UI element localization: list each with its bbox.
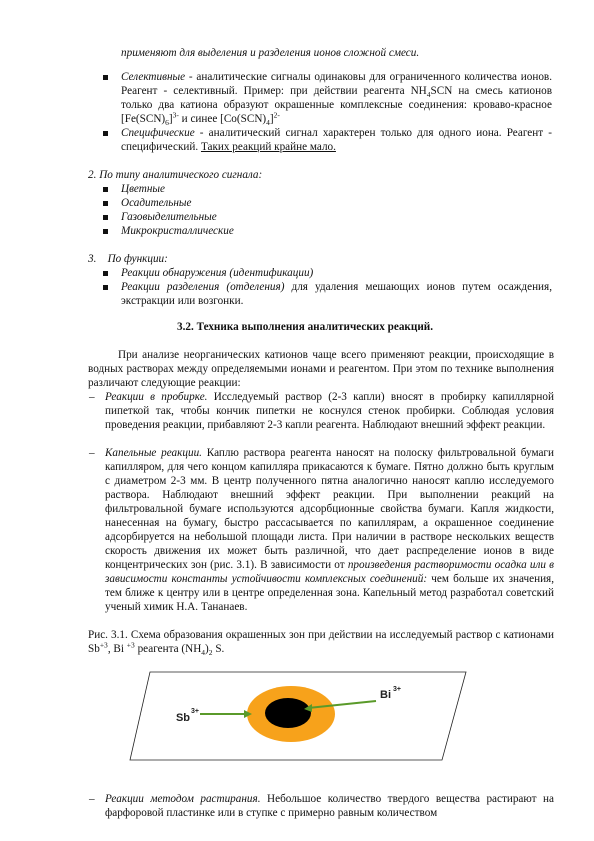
bullet-icon [103,187,108,192]
signal-item-precipitate: Осадительные [121,197,192,209]
figure-caption [88,628,554,656]
rubbing-text: Небольшое количество твердого вещества растирают на фарфоровой пластинке или в ступке с примерно равным количеством [105,793,554,819]
specific-text: - аналитический сигнал характерен только для одного иона. Реагент - специфический. [121,127,552,153]
sup: 3- [172,110,179,120]
signal-item-color: Цветные [121,183,165,195]
zones-diagram [128,666,468,766]
drop-text1: Каплю раствора реагента наносят на полоску фильтровальной бумаги капилляром, для чего концом капилляра прикасаются к бумаге. Пятно должно быть круглым с диаметром 2-3 мм. В центр полученного пятна аналогично наносят каплю исследуемого раствора. Наблюдают внешний эффект реакции. При выполнении реакций на фильтровальной бумаге используются адсорбционные свойства бумаги. Капля жидкости, нанесенная на бумагу, быстро рассасывается по капиллярам, а окрашенное соединение адсорбируется на небольшой площади листа. При наличии в растворе нескольких веществ скорость движения их может быть различной, что дает распределение ионов в виде концентрических зон (рис. 3.1). В зависимости от [105,447,554,571]
label-sb-sup: 3+ [191,708,199,715]
drop-paragraph [105,446,554,614]
zones-figure [128,666,468,766]
intro-line: применяют для выделения и разделения ионов сложной смеси. [121,47,420,59]
drop-term: Капельные реакции. [105,447,202,459]
specific-term: Специфические [121,127,195,139]
inner-zone-bi [265,698,311,728]
drop-text2: чем больше их значения, тем ближе к центру или в центре определенная зона. Капельный метод разработал советский ученый химик Н.А. Тананаев. [105,573,555,613]
section-title: 3.2. Техника выполнения аналитических реакций. [176,321,434,333]
selective-text3: и синее [Co(SCN) [178,113,267,125]
caption-text4: ) [205,643,209,655]
test-tube-paragraph [105,390,554,432]
selective-paragraph: Селективные - аналитические сигналы одинаковы для ограниченного количества ионов. Реагент - селективный. Пример: при действии реагента $NH_4SCN$ на смесь катионов только два катиона образуют окрашенные комплексные соединения: кроваво-красное $[Fe(SCN)_6]^{3-}$ и синее $[Co(SCN)_4]^{2-}$ [121,71,552,128]
drop-italic: произведения растворимости осадка или в зависимости константы устойчивости комплексных соединений: [105,559,554,585]
intro-paragraph: При анализе неорганических катионов чаще всего применяют реакции, происходящие в водных растворах между определяемыми ионами и реагентом. При этом по технике выполнения различают следующие реакции: [88,349,554,389]
by-signal-heading: 2. По типу аналитического сигнала: [88,169,263,181]
sup: +3 [126,640,135,650]
bullet-icon [103,285,108,290]
bullet-icon [103,201,108,206]
caption-text2: , Bi [107,643,127,655]
label-bi-sup: 3+ [393,686,401,693]
sub: 2 [208,648,213,658]
dash-marker: – [89,391,95,403]
label-bi: Bi [380,689,391,701]
signal-item-microcrystal: Микрокристаллические [121,225,234,237]
function-item-separation [121,280,552,308]
caption-text5: S. [212,643,225,655]
bullet-icon [103,271,108,276]
label-sb: Sb [175,712,190,724]
specific-paragraph [121,126,552,154]
sup: +3 [99,640,108,650]
selective-text2: SCN на смесь катионов только два катиона образуют окрашенные комплексные соединения: кроваво-красное [Fe(SCN) [121,85,552,125]
separation-term: Реакции разделения (отделения) [121,281,285,293]
bullet-icon [103,75,108,80]
bullet-icon [103,131,108,136]
sub: 6 [165,118,169,128]
test-tube-text: Исследуемый раствор (2-3 капли) вносят в пробирку капиллярной пипеткой так, чтобы кончик пипетки не коснулся стенок пробирки. Соблюдая условия проведения реакции, прибавляют 2-3 капли реагента. Наблюдают внешний эффект реакции. [105,391,554,431]
specific-underlined: Таких реакций крайне мало. [200,141,336,153]
bullet-icon [103,229,108,234]
caption-text1: Рис. 3.1. Схема образования окрашенных зон при действии на исследуемый раствор с катионами Sb [88,629,554,655]
bullet-icon [103,215,108,220]
sup: 2- [273,110,280,120]
function-item-detection: Реакции обнаружения (идентификации) [121,267,314,279]
rubbing-term: Реакции методом растирания. [105,793,261,805]
separation-text: для удаления мешающих ионов путем осаждения, экстракции или возгонки. [121,281,552,307]
sub: 4 [266,118,270,128]
caption-text3: реагента (NH [134,643,202,655]
selective-text1: - аналитические сигналы одинаковы для ограниченного количества ионов. Реагент - селективный. Пример: при действии реагента NH [121,71,552,97]
dash-marker: – [89,447,95,459]
signal-item-gas: Газовыделительные [121,211,217,223]
selective-term: Селективные [121,71,186,83]
test-tube-term: Реакции в пробирке. [105,391,208,403]
rubbing-paragraph [105,792,554,820]
by-function-heading: 3. По функции: [88,253,168,265]
sub: 4 [201,648,206,658]
dash-marker: – [89,793,95,805]
sub: 4 [426,90,431,100]
